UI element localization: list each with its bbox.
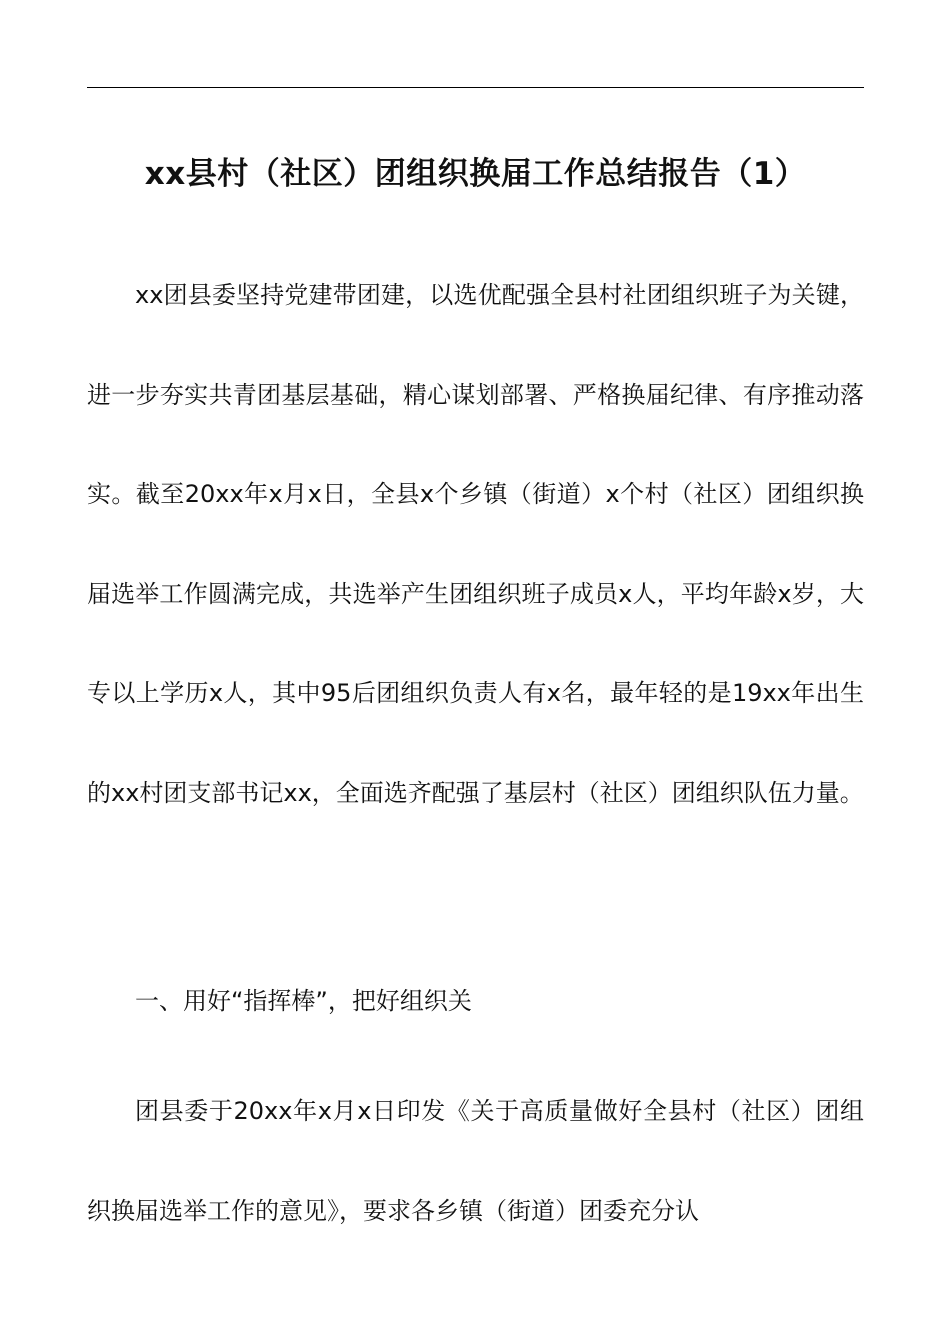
body-paragraph-section-1: 团县委于20xx年x月x日印发《关于高质量做好全县村（社区）团组织换届选举工作的意见》，要求各乡镇（街道）团委充分认 [87, 1097, 864, 1225]
section-heading-1: 一、用好“指挥棒”，把好组织关 [135, 987, 472, 1015]
body-paragraph-intro: xx团县委坚持党建带团建，以选优配强全县村社团组织班子为关键，进一步夯实共青团基层基础，精心谋划部署、严格换届纪律、有序推动落实。截至20xx年x月x日，全县x个乡镇（街道）x个村（社区）团组织换届选举工作圆满完成，共选举产生团组织班子成员x人，平均年龄x岁，大专以上学历x人，其中95后团组织负责人有x名，最年轻的是19xx年出生的xx村团支部书记xx，全面选齐配强了基层村（社区）团组织队伍力量。 [87, 281, 864, 807]
header-rule [87, 87, 864, 88]
document-title: xx县村（社区）团组织换届工作总结报告（1） [144, 156, 807, 192]
